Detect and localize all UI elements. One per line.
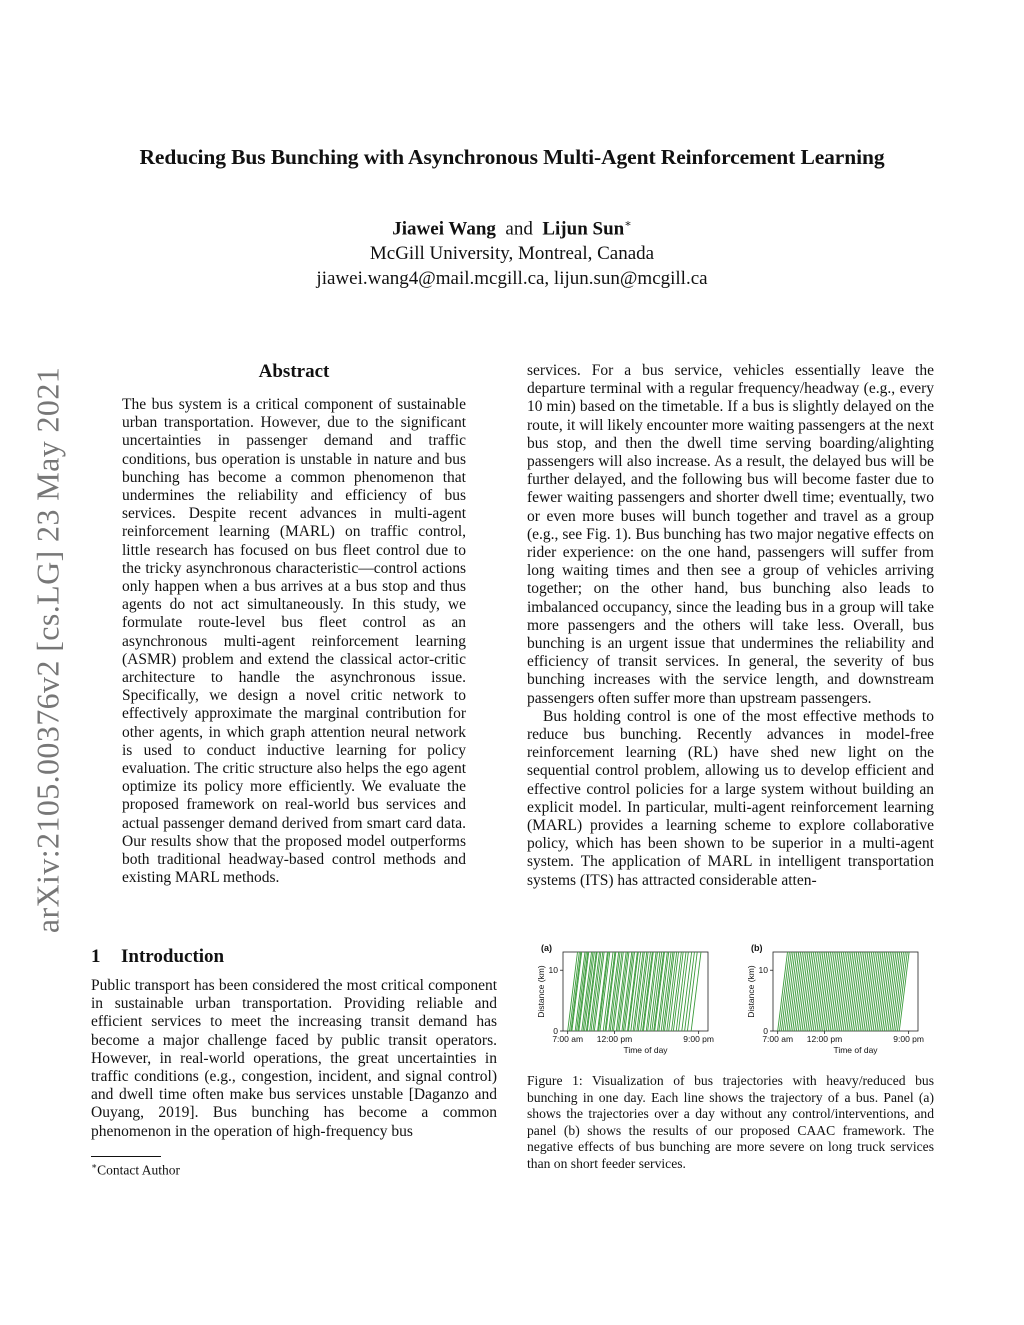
body-paragraph: services. For a bus service, vehicles essentially leave the departure terminal with a regular frequency/headway (e.g., every 10 min) based on the timetable. If a bus is slightly delayed on the route, it will likely encounter more waiting passengers at the next bus stop, and then the dwell time serving boarding/alighting passengers will also increase. As a result, the delayed bus will be further delayed, and the following bus will become faster due to fewer waiting passengers and shorter dwell time; eventually, two or even more buses will bunch together and travel as a group (e.g., see Fig. 1). Bus bunching has two major negative effects on rider experience: on the one hand, passengers will suffer from long waiting times and then see a group of vehicles arriving together; on the other hand, bus bunching also leads to imbalanced occupancy, since the leading bus in a group will take more passengers and the others will take less. Overall, bus bunching is an urgent issue that undermines the reliability and efficiency of transit services. In general, the severity of bus bunching increases with the service length, and downstream passengers often suffer more than upstream passengers. — [527, 362, 934, 707]
right-column — [527, 362, 934, 890]
footnote — [91, 1161, 180, 1179]
author-block — [0, 212, 1024, 291]
y-tick-label: 10 — [548, 965, 558, 976]
x-tick-label: 12:00 pm — [596, 1034, 633, 1044]
x-axis-label: Time of day — [623, 1045, 668, 1055]
y-tick-label: 10 — [758, 965, 768, 976]
y-tick-label: 0 — [553, 1026, 558, 1036]
bus-trajectory-line — [669, 952, 679, 1031]
x-tick-label: 12:00 pm — [806, 1034, 843, 1044]
abstract-heading: Abstract — [258, 361, 330, 382]
corresponding-author-mark: ∗ — [624, 218, 632, 230]
figure-caption: Figure 1: Visualization of bus trajectories with heavy/reduced bus bunching in one day. Each line shows the trajectory of a bus. Panel (a) shows the trajectories over a day without any control/interventions, and panel (b) shows the results of our proposed CAAC framework. The negative effects of bus bunching are more severe on long truck services than on short feeder services. — [527, 1073, 934, 1171]
bus-trajectory-figure — [527, 940, 934, 1065]
author-name: Lijun Sun — [542, 218, 625, 240]
x-tick-label: 9:00 pm — [893, 1034, 925, 1044]
section-number: 1 — [91, 946, 101, 967]
author-emails: jiawei.wang4@mail.mcgill.ca, lijun.sun@mcgill.ca — [316, 268, 708, 290]
body-paragraph: Bus holding control is one of the most effective methods to reduce bus bunching. Recently advances in model-free reinforcement learning (RL) have shed new light on the sequential control problem, allowing us to develop efficient and effective control policies for a large system without building an explicit model. In particular, multi-agent reinforcement learning (MARL) provides a learning scheme to explore collaborative policy, which has been shown to be superior in a multi-agent system. The application of MARL in intelligent transportation systems (ITS) has attracted considerable atten- — [527, 707, 934, 889]
y-axis-label: Distance (km) — [536, 965, 546, 1018]
x-axis-label: Time of day — [833, 1045, 878, 1055]
bus-trajectory-line — [676, 952, 686, 1031]
intro-paragraph: Public transport has been considered the most critical component in sustainable urban transportation. Providing reliable and efficient services to meet the increasing transit demand has become a major challenge faced by public transit operators. However, in real-world operations, the great uncertainties in traffic conditions (e.g., congestion, incident, and signal control) and dwell time often make bus services unstable [Daganzo and Ouyang, 2019]. Bus bunching has become a common phenomenon in the operation of high-frequency bus — [91, 977, 497, 1140]
author-name: Jiawei Wang — [392, 218, 496, 240]
panel-label: (a) — [541, 943, 552, 953]
panel-label: (b) — [751, 943, 763, 953]
paper-title: Reducing Bus Bunching with Asynchronous Multi-Agent Reinforcement Learning — [139, 145, 885, 169]
affiliation: McGill University, Montreal, Canada — [369, 243, 655, 265]
x-tick-label: 9:00 pm — [683, 1034, 715, 1044]
x-tick-label: 7:00 am — [762, 1034, 794, 1044]
bus-trajectory-line — [606, 952, 616, 1031]
section-heading — [91, 946, 224, 968]
y-tick-label: 0 — [763, 1026, 768, 1036]
y-axis-label: Distance (km) — [746, 965, 756, 1018]
figure-1 — [527, 940, 934, 1065]
x-tick-label: 7:00 am — [552, 1034, 584, 1044]
arxiv-id: arXiv:2105.00376v2 [cs.LG] 23 May 2021 — [29, 366, 66, 934]
abstract-text: The bus system is a critical component of sustainable urban transportation. However, due to the significant uncertainties in passenger demand and traffic conditions, bus operation is unstable in nature and bus bunching has become a common phenomenon that undermines the reliability and efficiency of bus services. Despite recent advances in multi-agent reinforcement learning (MARL) on traffic control, little research has focused on bus fleet control due to the tricky asynchronous characteristic—control actions only happen when a bus arrives at a bus stop and thus agents do not act simultaneously. In this study, we formulate route-level bus fleet control as an asynchronous multi-agent reinforcement learning (ASMR) problem and extend the classical actor-critic architecture to handle the asynchronous issue. Specifically, we design a novel critic network to effectively approximate the marginal contribution for other agents, in which graph attention neural network is used to conduct inductive learning for policy evaluation. The critic structure also helps the ego agent optimize its policy more efficiently. We evaluate the proposed framework on real-world bus services and actual passenger demand derived from smart card data. Our results show that the proposed model outperforms both traditional headway-based control methods and existing MARL methods. — [122, 396, 466, 887]
footnote-mark: ∗ — [91, 1161, 98, 1171]
author-conjunction: and — [505, 218, 533, 240]
section-title: Introduction — [121, 946, 225, 967]
arxiv-stamp — [28, 350, 68, 950]
footnote-rule — [91, 1156, 161, 1157]
footnote-text: Contact Author — [97, 1162, 180, 1178]
